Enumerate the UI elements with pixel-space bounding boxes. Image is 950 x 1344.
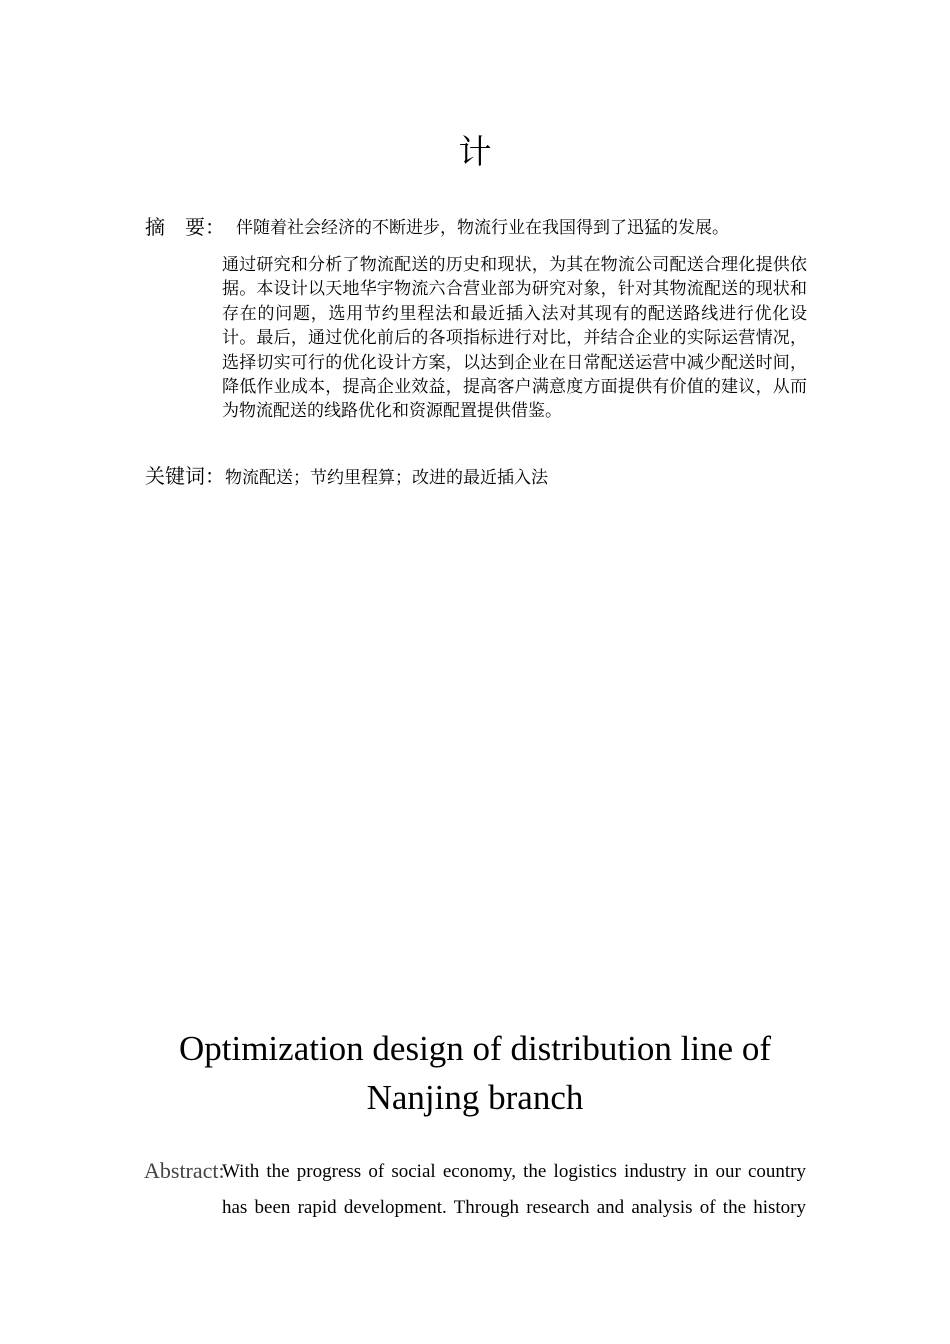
page-title: 计 xyxy=(458,132,492,171)
en-title xyxy=(0,1024,950,1122)
en-title-line-1: Optimization design of distribution line of xyxy=(178,1029,771,1068)
en-abstract-label: Abstract: xyxy=(144,1158,225,1183)
cn-abstract-label: 摘 要： xyxy=(145,215,225,239)
en-abstract-line-2: has been rapid development. Through research and analysis of the history xyxy=(222,1197,806,1218)
cn-keywords xyxy=(145,463,548,489)
cn-keywords-label: 关键词： xyxy=(145,464,225,488)
cn-abstract-first-line: 伴随着社会经济的不断进步，物流行业在我国得到了迅猛的发展。 xyxy=(236,218,729,238)
en-abstract-line-1: With the progress of social economy, the logistics industry in our country xyxy=(222,1161,806,1182)
cn-abstract-body: 通过研究和分析了物流配送的历史和现状，为其在物流公司配送合理化提供依据。本设计以天地华宇物流六合营业部为研究对象，针对其物流配送的现状和存在的问题，选用节约里程法和最近插入法对其现有的配送路线进行优化设计。最后，通过优化前后的各项指标进行对比，并结合企业的实际运营情况，选择切实可行的优化设计方案，以达到企业在日常配送运营中减少配送时间，降低作业成本，提高企业效益，提高客户满意度方面提供有价值的建议，从而为物流配送的线路优化和资源配置提供借鉴。 xyxy=(222,255,807,422)
en-title-line-2: Nanjing branch xyxy=(366,1078,584,1117)
cn-keywords-text: 物流配送；节约里程算；改进的最近插入法 xyxy=(225,468,548,488)
